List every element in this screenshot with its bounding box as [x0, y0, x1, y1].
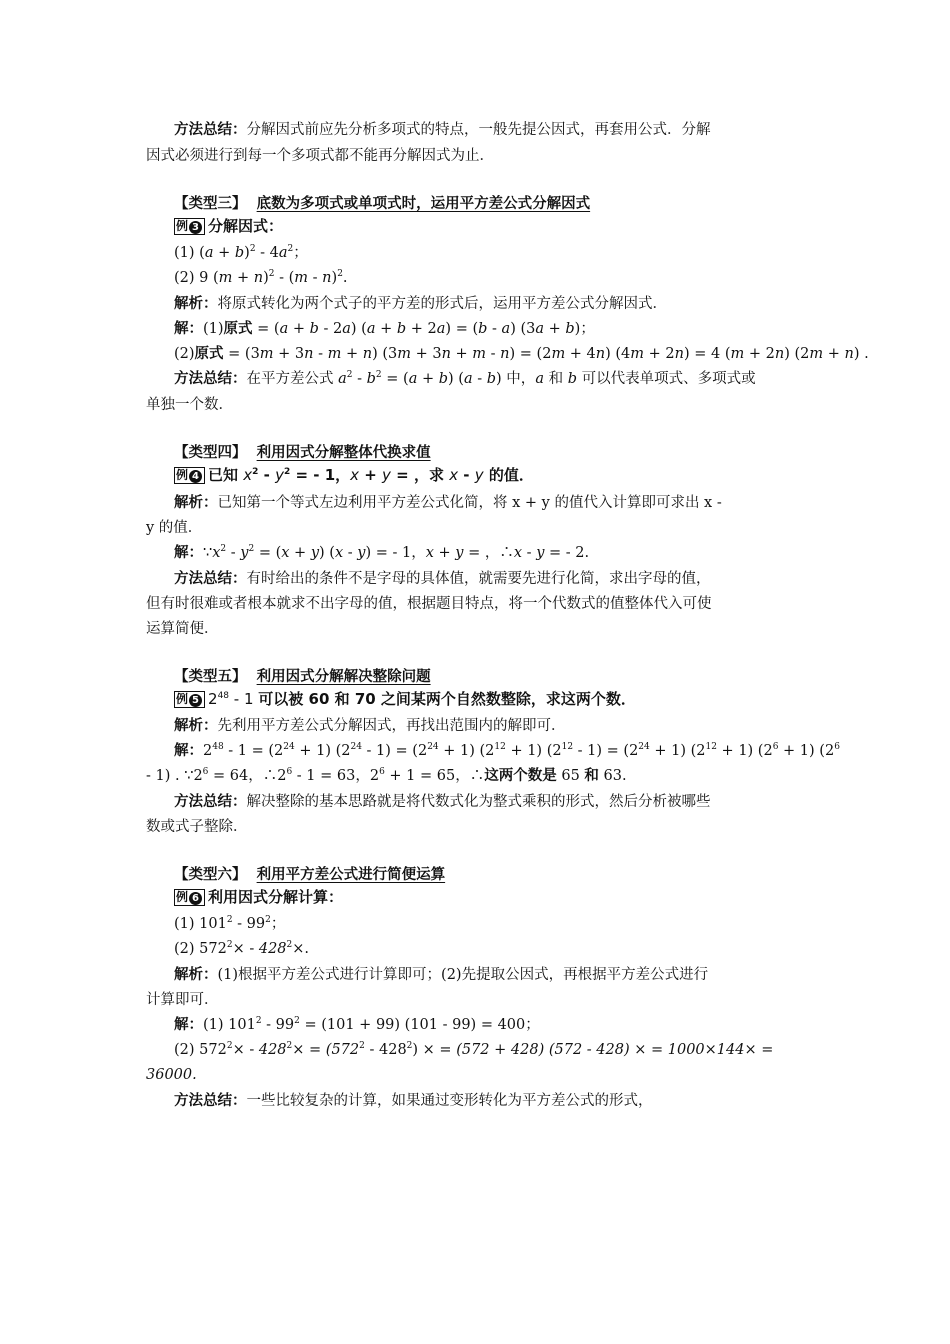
example-6-item-2: (2) $572^2\times - 428^2\times$.	[174, 940, 310, 957]
example-badge: 例 4	[174, 467, 205, 484]
example-3-item-2: (2) 9 $(m + n)^2 - (m - n)^2$.	[174, 269, 348, 286]
example-3-summary-1: 方法总结：在平方差公式 $a^2 - b^2 = (a + b)$ (a - b) 中，a 和 b 可以代表单项式、多项式或	[174, 370, 756, 387]
example-badge: 例 5	[174, 691, 205, 708]
example-5-summary-1: 方法总结：解决整除的基本思路就是将代数式化为整式乘积的形式，然后分析被哪些	[174, 793, 711, 810]
example-4-summary-3: 运算简便．	[146, 621, 219, 637]
example-3-summary-2: 单独一个数．	[146, 397, 233, 413]
example-5-solution-1: 解：$2^{48} - 1 = (2^{24} + 1)$ $(2^{24} - 1) = (2^{24} + 1) (2^{12} + 1)$ $(2^{12} - 1) = (2^{24} + 1) (2^{12} + 1) (2^6 + 1)$ ($2^6$	[174, 742, 840, 759]
example-5-summary-2: 数或式子整除．	[146, 819, 248, 835]
example-3-question: 例 3 分解因式：	[176, 217, 284, 235]
example-4-solution: 解：$\because x^2 - y^2 = (x + y)$ (x - y) = - 1，x + y = ，∴x - y = - 2.	[174, 544, 590, 561]
example-3-solution-2: (2)原式 = (3m + 3n - m + n) (3m + 3n + m - n) = (2m + 4n) (4m + 2n) = 4 (m + 2n) (2m + n) .	[174, 345, 869, 362]
example-6-summary: 方法总结：一些比较复杂的计算，如果通过变形转化为平方差公式的形式，	[174, 1092, 653, 1109]
example-5-analysis: 解析：先利用平方差公式分解因式，再找出范围内的解即可．	[174, 717, 566, 734]
example-4-question: 例 4 已知 $x^2 - y^2$ = - 1，x + y = ，求 x - y 的值．	[176, 466, 534, 484]
example-badge: 例 3	[174, 218, 205, 235]
example-3-solution-1: 解：(1)原式 = (a + b - 2a) (a + b + 2a) = (b - a) (3a + b)；	[174, 320, 595, 337]
example-3-item-1: (1) $(a + b)^2 - 4a^2$；	[174, 244, 308, 261]
example-5-question: 例 5 $2^{48} - 1$ 可以被 60 和 70 之间某两个自然数整除，求这两个数．	[176, 690, 636, 708]
example-4-summary-1: 方法总结：有时给出的条件不是字母的具体值，就需要先进行化简，求出字母的值，	[174, 570, 711, 587]
example-4-summary-2: 但有时很难或者根本就求不出字母的值，根据题目特点，将一个代数式的值整体代入可使	[146, 596, 712, 612]
summary-1-line-2: 因式必须进行到每一个多项式都不能再分解因式为止．	[146, 148, 494, 164]
example-6-analysis-1: 解析：(1)根据平方差公式进行计算即可；(2)先提取公因式，再根据平方差公式进行	[174, 966, 709, 983]
type3-heading: 【类型三】 底数为多项式或单项式时，运用平方差公式分解因式	[174, 196, 591, 212]
example-5-solution-2: - 1) . $\because 2^6 = 64$，$\therefore 2^6 - 1 = 63$，$2^6 + 1 = 65$，∴这两个数是 65 和 63.	[146, 767, 627, 784]
example-6-question: 例 6 利用因式分解计算：	[176, 888, 344, 906]
example-6-analysis-2: 计算即可．	[146, 992, 219, 1008]
type4-heading: 【类型四】 利用因式分解整体代换求值	[174, 445, 431, 461]
example-6-solution-3: 36000.	[146, 1067, 197, 1083]
example-6-solution-1: 解：(1) $101^2 - 99^2 = (101 + 99)$ (101 - 99) = 400；	[174, 1016, 540, 1033]
example-3-analysis: 解析：将原式转化为两个式子的平方差的形式后，运用平方差公式分解因式．	[174, 295, 667, 312]
example-4-analysis-2: y 的值．	[146, 520, 203, 536]
example-badge: 例 6	[174, 889, 205, 906]
example-4-analysis-1: 解析：已知第一个等式左边利用平方差公式化简，将 x + y 的值代入计算即可求出 x -	[174, 494, 722, 511]
example-6-item-1: (1) $101^2 - 99^2$；	[174, 915, 286, 932]
type5-heading: 【类型五】 利用因式分解解决整除问题	[174, 669, 431, 685]
type6-heading: 【类型六】 利用平方差公式进行简便运算	[174, 867, 446, 883]
example-6-solution-2: (2) $572^2\times - 428^2\times = (572^2 - 428^2)$ × = (572 + 428) (572 - 428) × = 1000×144× =	[174, 1041, 774, 1058]
summary-1-line-1: 方法总结：分解因式前应先分析多项式的特点，一般先提公因式，再套用公式．分解	[174, 121, 711, 138]
